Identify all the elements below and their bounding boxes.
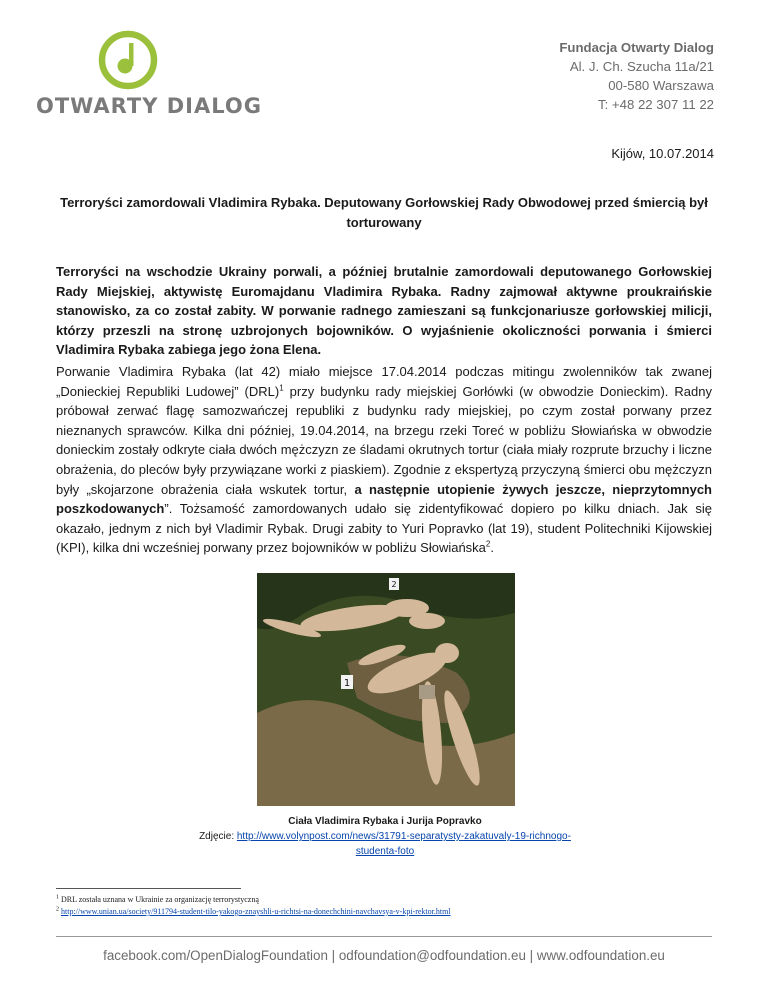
- caption-source: [190, 829, 580, 859]
- body-text-part: przy budynku rady miejskiej Gorłówki (w obwodzie Donieckim). Radny próbował zerwać flagę samozwańczej republiki z budynku rady miejskiej, po czym został porwany przez nieznanych sprawców. Kilka dni później, 19.04.2014, na brzegu rzeki Toreć w pobliżu Słowiańska w obwodzie donieckim zostały odkryte ciała dwóch mężczyzn ze śladami okrutnych tortur (ciała miały rozprute brzuchy i liczne obrażenia, do pleców były przywiązane worki z piaskiem). Zgodnie z ekspertyzą przyczyną śmierci obu mężczyzn były „skojarzone obrażenia ciała wskutek tortur,: [56, 383, 712, 497]
- body-text-part: ”. Tożsamość zamordowanych udało się zidentyfikować dopiero po kilku dniach. Jak się okazało, jednym z nich był Vladimir Rybak. Drugi zabity to Yuri Popravko (lat 19), student Politechniki Kijowskiej (KPI), kilka dni wcześniej porwany przez bojowników w pobliżu Słowiańska: [56, 501, 712, 556]
- footer-contact: facebook.com/OpenDialogFoundation | odfoundation@odfoundation.eu | www.odfoundation.eu: [103, 948, 665, 963]
- footnote-link[interactable]: http://www.unian.ua/society/911794-student-tilo-yakogo-znayshli-u-richtsi-na-donechchini-navchavsya-v-kpi-rektor.html: [61, 907, 451, 916]
- lead-paragraph: Terroryści na wschodzie Ukrainy porwali, a później brutalnie zamordowali deputowanego Gorłowskiej Rady Miejskiej, aktywistę Euromajdanu Vladimira Rybaka. Radny zajmował aktywne proukraińskie stanowisko, za co został zabity. W porwanie radnego zamieszani są funkcjonariusze gorłowskiej milicji, którzy przeszli na stronę uzbrojonych bojowników. O wyjaśnienie okoliczności porwania i śmierci Vladimira Rybaka zabiega jego żona Elena.: [56, 264, 712, 358]
- street-address: Al. J. Ch. Szucha 11a/21: [569, 59, 714, 74]
- body-text-part: Porwanie Vladimira Rybaka (lat 42) miało miejsce 17.04.2014 podczas mitingu zwolenników tak zwanej „Donieckiej Republiki Ludowej” (DRL): [56, 364, 712, 399]
- address-block: [559, 38, 714, 114]
- footnotes: [56, 894, 451, 918]
- org-name: Fundacja Otwarty Dialog: [559, 40, 714, 55]
- photo-marker-2: 2: [391, 580, 397, 589]
- document-date: Kijów, 10.07.2014: [611, 146, 714, 161]
- phone-number: T: +48 22 307 11 22: [598, 97, 714, 112]
- body-paragraph: [56, 362, 712, 558]
- article-title: Terroryści zamordowali Vladimira Rybaka. Deputowany Gorłowskiej Rady Obwodowej przed śmiercią był torturowany: [60, 195, 708, 230]
- footnote-ref-2[interactable]: 2: [485, 540, 491, 550]
- photo-source-link[interactable]: http://www.volynpost.com/news/31791-separatysty-zakatuvaly-19-richnogo-studenta-foto: [236, 831, 571, 857]
- caption-title: Ciała Vladimira Rybaka i Jurija Popravko: [288, 816, 482, 827]
- footnote-2: [56, 906, 451, 918]
- footnote-number: 1: [56, 894, 59, 901]
- footnote-1: [56, 894, 451, 906]
- photo-marker-1: 1: [343, 678, 351, 689]
- footnote-text: DRL została uznana w Ukrainie za organizację terrorystyczną: [61, 895, 259, 904]
- footer-divider: [56, 936, 712, 937]
- news-photo: [257, 573, 515, 806]
- body-bold-text: a następnie utopienie żywych jeszcze, nieprzytomnych poszkodowanych: [56, 481, 712, 517]
- footnote-number: 2: [56, 906, 59, 913]
- body-text-part: .: [490, 540, 494, 556]
- logo-mark-icon: [98, 30, 158, 90]
- logo-wordmark: OTWARTY DIALOG: [36, 94, 262, 118]
- footnote-divider: [56, 888, 241, 889]
- city-postcode: 00-580 Warszawa: [608, 78, 714, 93]
- foundation-logo: [36, 28, 262, 118]
- photo-pixelation: [419, 685, 435, 699]
- footnote-ref-1[interactable]: 1: [279, 383, 284, 393]
- photo-caption: [190, 814, 580, 859]
- caption-prefix: Zdjęcie:: [199, 831, 237, 842]
